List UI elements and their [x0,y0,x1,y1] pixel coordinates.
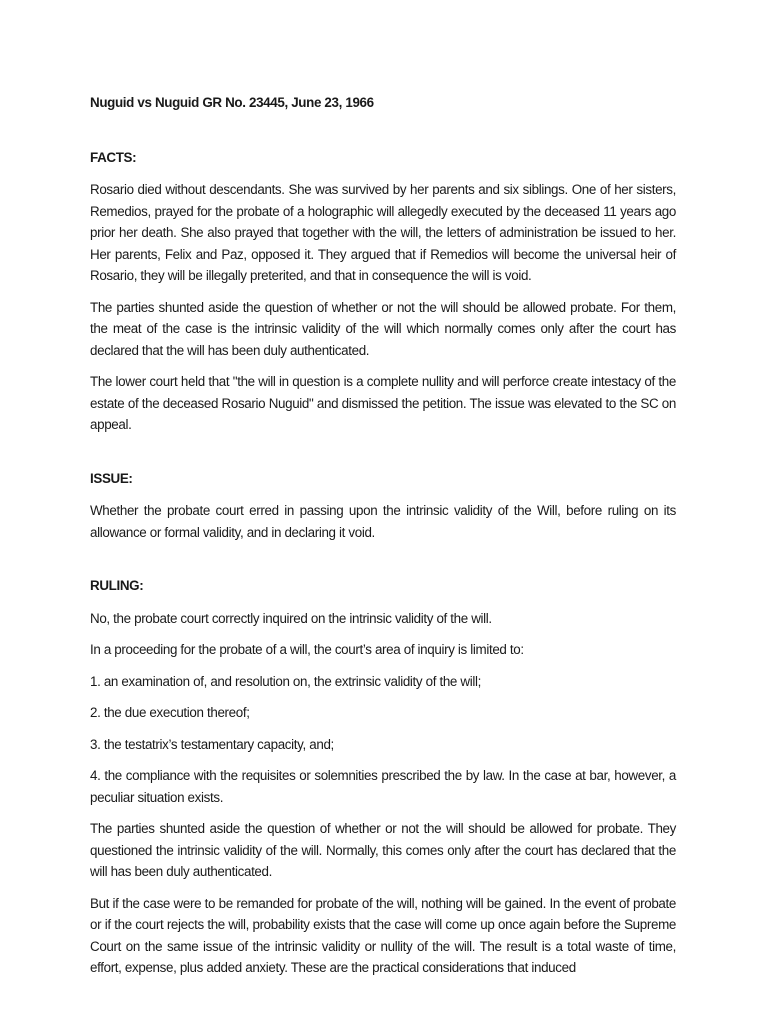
document-page [90,92,676,989]
facts-paragraph: The lower court held that "the will in question is a complete nullity and will perforce create intestacy of the estate of the deceased Rosario Nuguid" and dismissed the petition. The issue was elevated to the SC on appeal. [90,374,676,432]
section-spacer [90,553,676,575]
issue-paragraph: Whether the probate court erred in passing upon the intrinsic validity of the Will, before ruling on its allowance or formal validity, and in declaring it void. [90,503,676,540]
ruling-lead: In a proceeding for the probate of a will, the court’s area of inquiry is limited to: [90,642,524,657]
ruling-paragraph: The parties shunted aside the question of whether or not the will should be allowed for probate. They questioned the intrinsic validity of the will. Normally, this comes only after the court has declared that the will has been duly authenticated. [90,821,676,879]
ruling-heading: RULING: [90,578,144,593]
issue-heading: ISSUE: [90,470,133,486]
ruling-intro: No, the probate court correctly inquired on the intrinsic validity of the will. [90,610,492,626]
ruling-list-item: 1. an examination of, and resolution on, the extrinsic validity of the will; [90,673,481,689]
ruling-list-item: 2. the due execution thereof; [90,705,250,720]
facts-heading: FACTS: [90,149,137,165]
section-spacer [90,446,676,468]
ruling-paragraph: But if the case were to be remanded for probate of the will, nothing will be gained. In the event of probate or if the court rejects the will, probability exists that the case will come up once again before the Supreme Court on the same issue of the intrinsic validity or nullity of the will. The result is a total waste of time, effort, expense, plus added anxiety. These are the practical considerations that induced [90,895,676,975]
ruling-list-item: 3. the testatrix’s testamentary capacity, and; [90,736,334,752]
document-title: Nuguid vs Nuguid GR No. 23445, June 23, 1966 [90,95,374,110]
facts-paragraph: Rosario died without descendants. She was survived by her parents and six siblings. One of her sisters, Remedios, prayed for the probate of a holographic will allegedly executed by the deceased 11 years ago prior her death. She also prayed that together with the will, the letters of administration be issued to her. Her parents, Felix and Paz, opposed it. They argued that if Remedios will become the universal heir of Rosario, they will be illegally preterited, and that in consequence the will is void. [90,182,676,283]
facts-paragraph: The parties shunted aside the question of whether or not the will should be allowed probate. For them, the meat of the case is the intrinsic validity of the will which normally comes only after the court has declared that the will has been duly authenticated. [90,299,676,358]
ruling-list-item: 4. the compliance with the requisites or solemnities prescribed the by law. In the case at bar, however, a peculiar situation exists. [90,768,676,805]
